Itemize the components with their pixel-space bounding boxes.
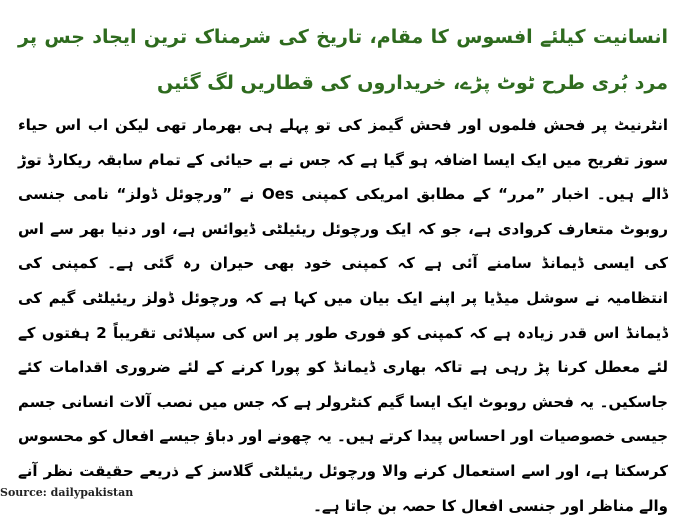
article-body: انٹرنیٹ پر فحش فلموں اور فحش گیمز کی تو پہلے ہی بھرمار تھی لیکن اب اس حیاء سوز تفریح میں ایک ایسا اضافہ ہو گیا ہے کہ جس نے بے حیائی کے تمام سابقہ ریکارڈ توڑ ڈالے ہیں۔ اخبار ”مرر“ کے مطابق امریکی کمپنی Oes نے ”ورچوئل ڈولز“ نامی جنسی روبوٹ متعارف کروادی ہے، جو کہ ایک ورچوئل ریئیلٹی ڈیوائس ہے، اور دنیا بھر سے اس کی ایسی ڈیمانڈ سامنے آئی ہے کہ کمپنی خود بھی حیران رہ گئی ہے۔ کمپنی کی انتظامیہ نے سوشل میڈیا پر اپنے ایک بیان میں کہا ہے کہ ورچوئل ڈولز ریئیلٹی گیم کی ڈیمانڈ اس قدر زیادہ ہے کہ کمپنی کو فوری طور پر اس کی سپلائی تقریباً 2 ہفتوں کے لئے معطل کرنا پڑ رہی ہے تاکہ بھاری ڈیمانڈ کو پورا کرنے کے لئے ضروری اقدامات کئے جاسکیں۔ یہ فحش روبوٹ ایک ایسا گیم کنٹرولر ہے کہ جس میں نصب آلات انسانی جسم جیسی خصوصیات اور احساس پیدا کرتے ہیں۔ یہ چھونے اور دباؤ جیسے افعال کو محسوس کرسکتا ہے، اور اسے استعمال کرنے والا ورچوئل ریئیلٹی گلاسز کے ذریعے حقیقت نظر آنے والے مناظر اور جنسی افعال کا حصہ بن جاتا ہے۔ (18, 116, 668, 515)
article-headline: انسانیت کیلئے افسوس کا مقام، تاریخ کی شرمناک ترین ایجاد جس پر مرد بُری طرح ٹوٹ پڑے، خریداروں کی قطاریں لگ گئیں (18, 26, 668, 94)
source-credit: Source: dailypakistan (0, 486, 134, 499)
